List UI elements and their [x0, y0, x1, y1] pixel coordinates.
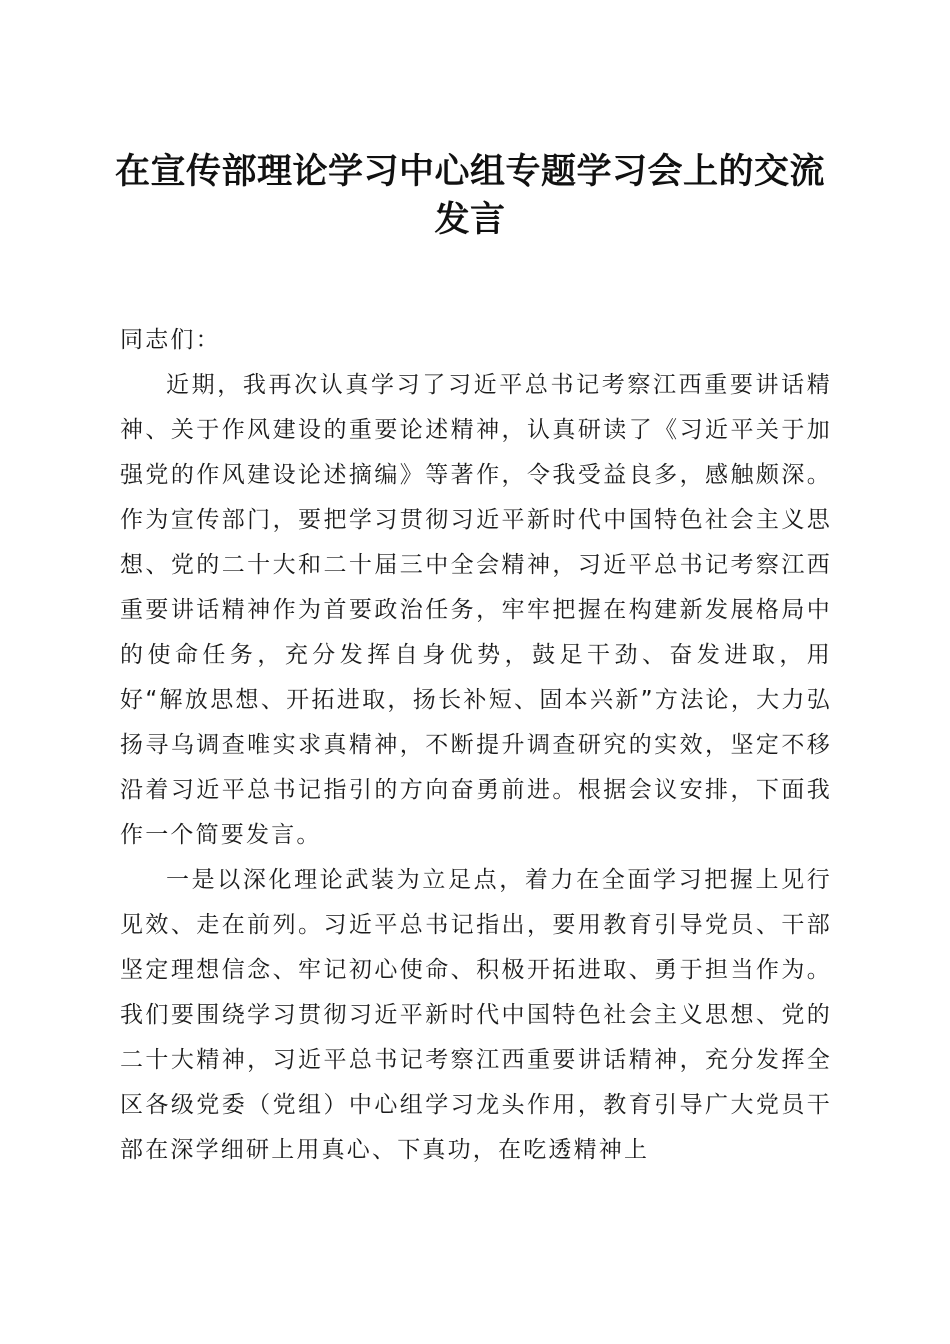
- salutation: 同志们：: [120, 327, 221, 353]
- document-body: [120, 318, 832, 1173]
- paragraph-point-one: 一是以深化理论武装为立足点，着力在全面学习把握上见行见效、走在前列。习近平总书记指出，要用教育引导党员、干部坚定理想信念、牢记初心使命、积极开拓进取、勇于担当作为。我们要围绕学习贯彻习近平新时代中国特色社会主义思想、党的二十大精神，习近平总书记考察江西重要讲话精神，充分发挥全区各级党委（党组）中心组学习龙头作用，教育引导广大党员干部在深学细研上用真心、下真功，在吃透精神上: [120, 867, 832, 1163]
- paragraph-intro: 近期，我再次认真学习了习近平总书记考察江西重要讲话精神、关于作风建设的重要论述精神，认真研读了《习近平关于加强党的作风建设论述摘编》等著作，令我受益良多，感触颇深。作为宣传部门，要把学习贯彻习近平新时代中国特色社会主义思想、党的二十大和二十届三中全会精神，习近平总书记考察江西重要讲话精神作为首要政治任务，牢牢把握在构建新发展格局中的使命任务，充分发挥自身优势，鼓足干劲、奋发进取，用好“解放思想、开拓进取，扬长补短、固本兴新”方法论，大力弘扬寻乌调查唯实求真精神，不断提升调查研究的实效，坚定不移沿着习近平总书记指引的方向奋勇前进。根据会议安排，下面我作一个简要发言。: [120, 372, 832, 848]
- document-title: 在宣传部理论学习中心组专题学习会上的交流发言: [114, 151, 825, 240]
